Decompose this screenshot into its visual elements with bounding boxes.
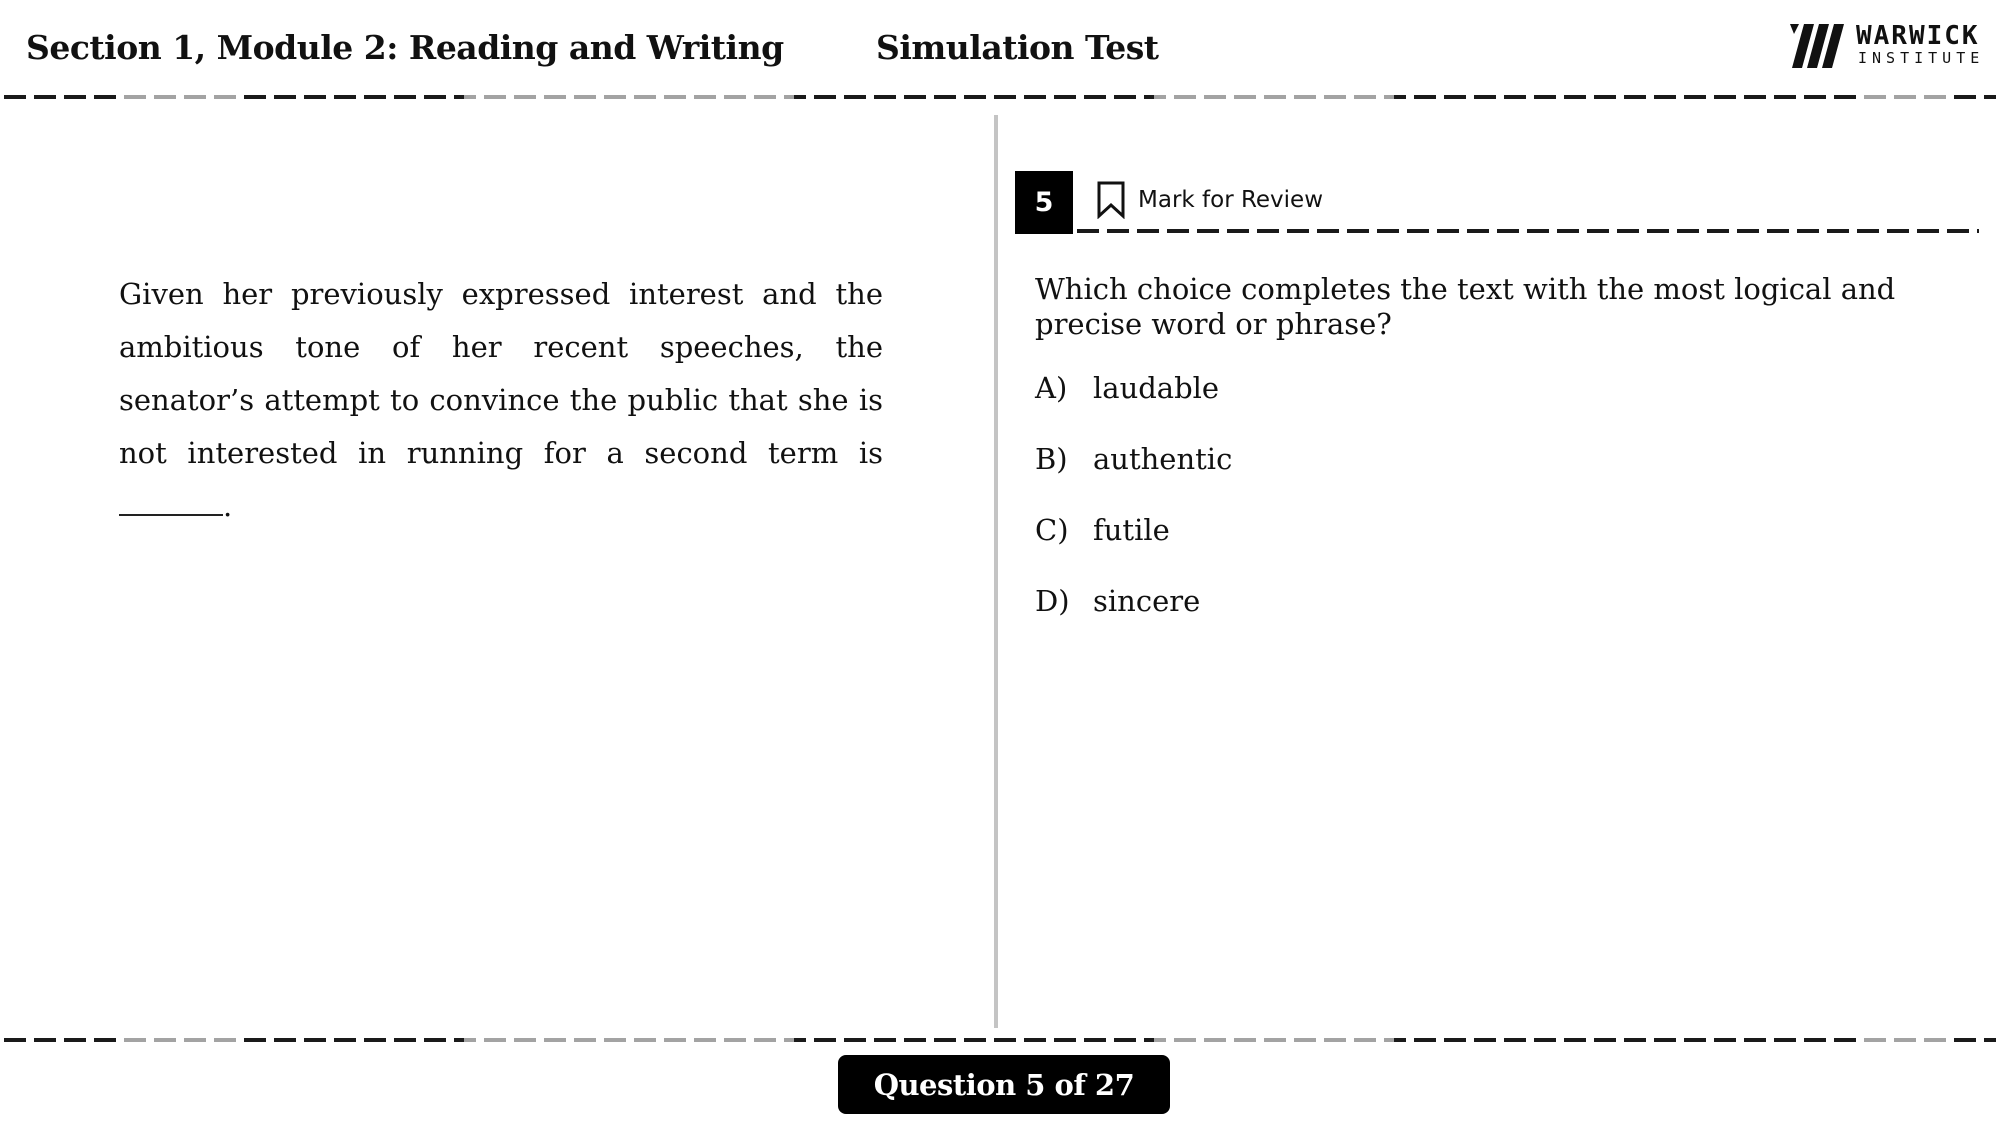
pane-divider[interactable] — [994, 115, 998, 1028]
logo — [1790, 21, 1985, 70]
test-title: Simulation Test — [876, 28, 1159, 67]
option-letter: B) — [1035, 442, 1068, 476]
option-d[interactable] — [1035, 575, 1935, 646]
question-number-badge: 5 — [1015, 171, 1073, 234]
mark-for-review-button[interactable] — [1096, 180, 1323, 220]
header-separator — [4, 95, 1996, 99]
footer-separator — [4, 1038, 1996, 1042]
option-a[interactable] — [1035, 362, 1935, 433]
answer-blank — [119, 488, 223, 516]
passage-text: Given her previously expressed interest and the ambitious tone of her recent speeches, the senator’s attempt to convince the public that she is not interested in running for a second term is — [119, 277, 883, 470]
option-b[interactable] — [1035, 433, 1935, 504]
question-counter-button[interactable]: Question 5 of 27 — [838, 1055, 1170, 1114]
option-letter: A) — [1035, 371, 1068, 405]
passage-end-punct: . — [223, 489, 233, 523]
option-c[interactable] — [1035, 504, 1935, 575]
question-header-separator — [1077, 229, 1979, 233]
answer-options — [1035, 362, 1935, 646]
logo-subtitle: INSTITUTE — [1858, 49, 1985, 67]
option-text: laudable — [1093, 371, 1220, 405]
question-prompt: Which choice completes the text with the most logical and precise word or phrase? — [1035, 272, 1896, 341]
mark-for-review-label: Mark for Review — [1138, 187, 1324, 213]
warwick-logo-icon — [1790, 24, 1848, 68]
section-title: Section 1, Module 2: Reading and Writing — [26, 28, 784, 67]
option-text: futile — [1093, 513, 1170, 547]
header — [0, 0, 2000, 96]
logo-wordmark: WARWICK — [1856, 21, 1980, 51]
option-text: sincere — [1093, 584, 1201, 618]
option-text: authentic — [1093, 442, 1233, 476]
bookmark-icon — [1096, 181, 1126, 219]
option-letter: C) — [1035, 513, 1069, 547]
passage — [119, 268, 883, 533]
option-letter: D) — [1035, 584, 1070, 618]
